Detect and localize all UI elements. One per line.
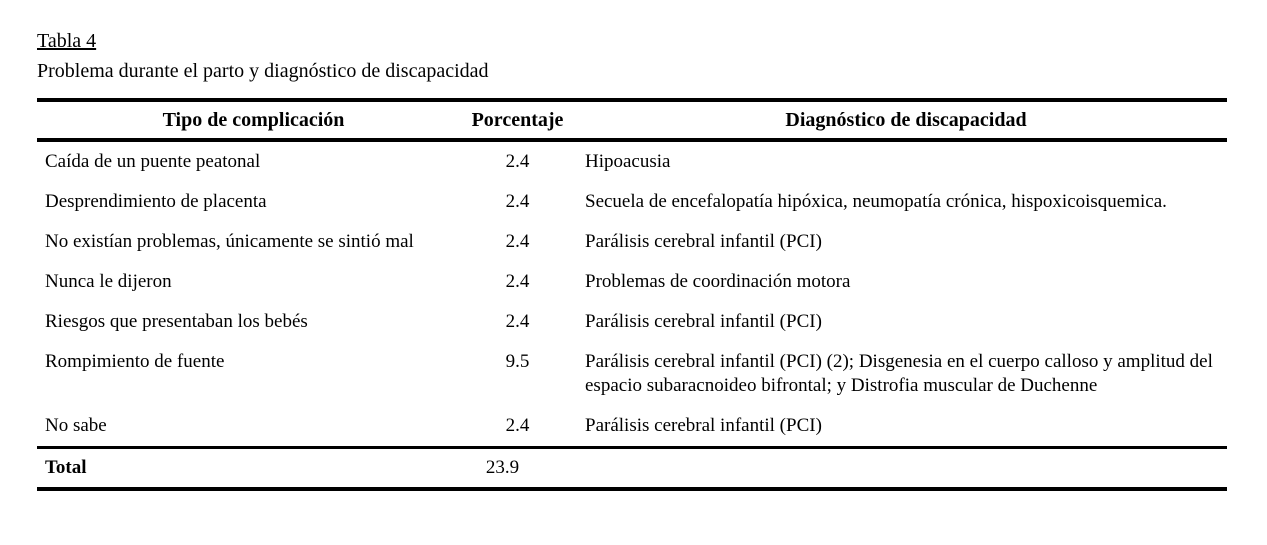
cell-diagnostico: Problemas de coordinación motora [585, 271, 851, 292]
cell-complicacion: Desprendimiento de placenta [45, 191, 267, 212]
cell-complicacion: Caída de un puente peatonal [45, 151, 261, 172]
cell-complicacion: No sabe [45, 415, 107, 436]
column-header-porcentaje: Porcentaje [470, 100, 565, 140]
table-row [37, 182, 1227, 222]
cell-porcentaje: 2.4 [505, 311, 530, 332]
table-title: Problema durante el parto y diagnóstico de discapacidad [37, 60, 489, 82]
cell-porcentaje: 2.4 [505, 151, 530, 172]
cell-diagnostico: Parálisis cerebral infantil (PCI) [585, 311, 822, 332]
table-row [37, 262, 1227, 302]
cell-diagnostico: Parálisis cerebral infantil (PCI) (2); Disgenesia en el cuerpo calloso y amplitud del espacio subaracnoideo bifrontal; y Distrofia muscular de Duchenne [585, 351, 1213, 396]
cell-porcentaje: 2.4 [505, 415, 530, 436]
total-porcentaje-cell [470, 448, 565, 490]
cell-porcentaje: 2.4 [505, 231, 530, 252]
cell-porcentaje: 2.4 [505, 271, 530, 292]
total-label: Total [37, 448, 470, 490]
data-table [37, 98, 1227, 491]
table-row [37, 140, 1227, 182]
cell-porcentaje: 9.5 [505, 351, 530, 372]
table-label: Tabla 4 [37, 30, 97, 52]
table-caption [37, 26, 1267, 86]
cell-porcentaje: 2.4 [505, 191, 530, 212]
total-porcentaje-value: 23.9 [485, 457, 520, 478]
cell-diagnostico: Secuela de encefalopatía hipóxica, neumopatía crónica, hispoxicoisquemica. [585, 191, 1167, 212]
table-row [37, 222, 1227, 262]
header-row [37, 100, 1227, 140]
column-header-tipo-de-complicacion: Tipo de complicación [37, 100, 470, 140]
column-header-diagnostico: Diagnóstico de discapacidad [565, 100, 1227, 140]
cell-complicacion: Riesgos que presentaban los bebés [45, 311, 308, 332]
cell-complicacion: Nunca le dijeron [45, 271, 172, 292]
cell-diagnostico: Hipoacusia [585, 151, 671, 172]
cell-complicacion: No existían problemas, únicamente se sintió mal [45, 231, 414, 252]
cell-complicacion: Rompimiento de fuente [45, 351, 225, 372]
table-row [37, 342, 1227, 406]
total-row [37, 448, 1227, 490]
table-row [37, 406, 1227, 448]
cell-diagnostico: Parálisis cerebral infantil (PCI) [585, 231, 822, 252]
total-diagnostico-empty [565, 448, 1227, 490]
cell-diagnostico: Parálisis cerebral infantil (PCI) [585, 415, 822, 436]
table-row [37, 302, 1227, 342]
